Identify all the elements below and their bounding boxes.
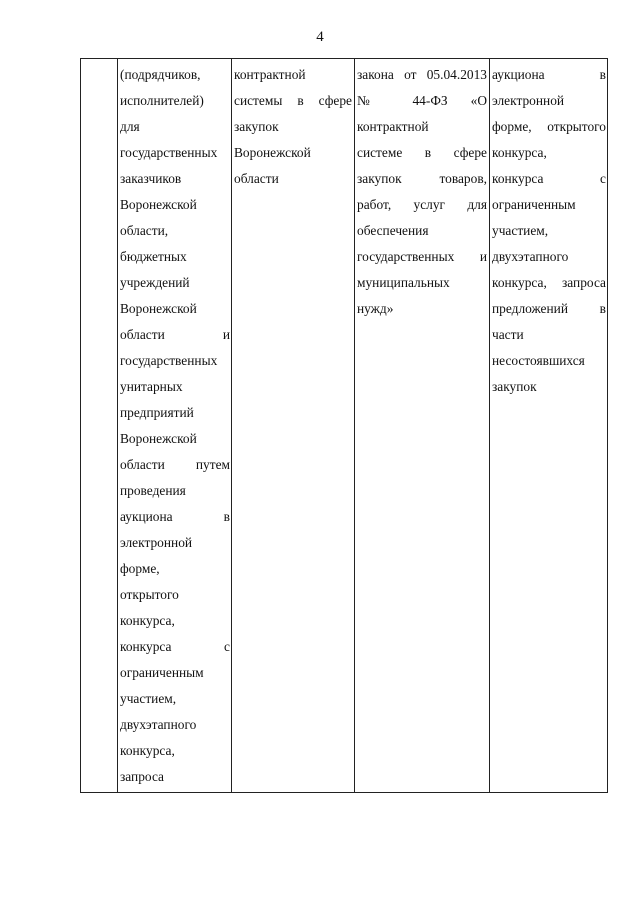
cell-line: конкурса с [492, 171, 606, 186]
cell-line: запроса [120, 769, 164, 784]
cell-line: ограниченным [120, 665, 204, 680]
cell-line: участием, [492, 223, 549, 238]
cell-line: закупок [234, 119, 279, 134]
cell-line: Воронежской [120, 301, 197, 316]
cell-line: конкурса с [120, 639, 230, 654]
cell-line: закона от 05.04.2013 [357, 67, 487, 82]
cell-line: предприятий [120, 405, 194, 420]
cell-line: аукциона в [120, 509, 230, 524]
cell-line: конкурса, [492, 145, 547, 160]
cell-line: ограниченным [492, 197, 576, 212]
cell-line: унитарных [120, 379, 183, 394]
cell-line: электронной [120, 535, 193, 550]
cell-line: Воронежской [234, 145, 311, 160]
document-table [80, 58, 608, 793]
cell-line: государственных и [357, 249, 487, 264]
cell-line: нужд» [357, 301, 394, 316]
cell-line: области и [120, 327, 230, 342]
cell-line: конкурса, [120, 743, 175, 758]
page-number: 4 [316, 29, 324, 45]
cell-line: государственных [120, 145, 218, 160]
cell-line: для [120, 119, 140, 134]
cell-line: бюджетных [120, 249, 187, 264]
cell-line: системе в сфере [357, 145, 487, 160]
cell-line: обеспечения [357, 223, 429, 238]
cell-line: двухэтапного [492, 249, 569, 264]
cell-line: электронной [492, 93, 565, 108]
cell-line: области [234, 171, 279, 186]
cell-line: закупок товаров, [357, 171, 487, 186]
column-divider [489, 59, 490, 792]
cell-line: муниципальных [357, 275, 450, 290]
cell-line: Воронежской [120, 431, 197, 446]
cell-line: предложений в [492, 301, 606, 316]
table-cell-procedures [492, 62, 606, 400]
cell-line: заказчиков [120, 171, 182, 186]
table-cell-law [357, 62, 487, 322]
cell-line: системы в сфере [234, 93, 352, 108]
column-divider [231, 59, 232, 792]
cell-line: части [492, 327, 524, 342]
cell-line: участием, [120, 691, 177, 706]
cell-line: открытого [120, 587, 179, 602]
cell-line: двухэтапного [120, 717, 197, 732]
cell-line: Воронежской [120, 197, 197, 212]
cell-line: форме, открытого [492, 119, 606, 134]
cell-line: работ, услуг для [357, 197, 487, 212]
cell-line: контрактной [234, 67, 306, 82]
cell-line: области, [120, 223, 169, 238]
cell-line: области путем [120, 457, 230, 472]
cell-line: проведения [120, 483, 186, 498]
cell-line: аукциона в [492, 67, 606, 82]
cell-line: учреждений [120, 275, 190, 290]
cell-line: № 44-ФЗ «О [357, 93, 487, 108]
cell-line: государственных [120, 353, 218, 368]
cell-line: несостоявшихся [492, 353, 585, 368]
cell-line: (подрядчиков, [120, 67, 201, 82]
cell-line: конкурса, [120, 613, 175, 628]
column-divider [117, 59, 118, 792]
cell-line: форме, [120, 561, 160, 576]
column-divider [354, 59, 355, 792]
table-cell-system [234, 62, 352, 192]
cell-line: конкурса, запроса [492, 275, 606, 290]
cell-line: контрактной [357, 119, 429, 134]
cell-line: исполнителей) [120, 93, 204, 108]
cell-line: закупок [492, 379, 537, 394]
table-cell-description [120, 62, 230, 790]
